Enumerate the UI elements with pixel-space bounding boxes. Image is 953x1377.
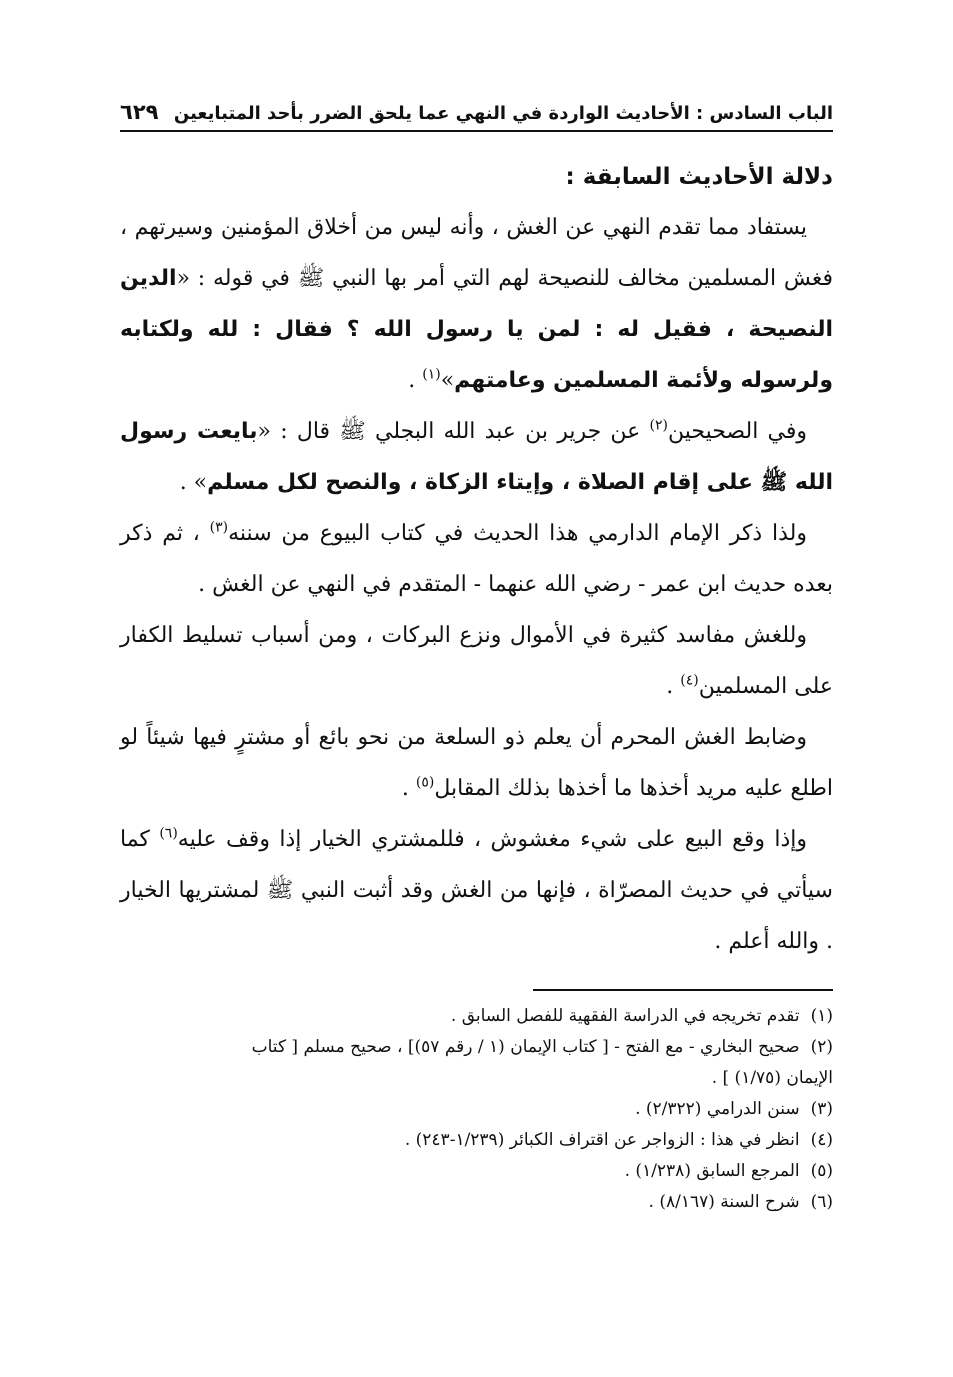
footnote-ref: (١) [422, 366, 441, 383]
hadith-quote: الدين النصيحة ، فقيل له : لمن يا رسول الله ؟ فقال : لله ولكتابه ولرسوله ولأئمة المسلمين وعامتهم [120, 266, 833, 393]
paragraph-3: ولذا ذكر الإمام الدارمي هذا الحديث في كتاب البيوع من سننه$^{(٣)}$ ، ثم ذكر بعده حديث ابن عمر - رضي الله عنهما - المتقدم في النهي عن الغش . [120, 519, 833, 597]
section-heading: دلالة الأحاديث السابقة : [565, 164, 833, 190]
paragraph-2: وفي الصحيحين$^{(٢)}$ عن جرير بن عبد الله البجلي ﷺ قال : «بايعت رسول الله ﷺ على إقام الصلاة ، وإيتاء الزكاة ، والنصح لكل مسلم» . [120, 417, 833, 495]
footnote-divider [533, 989, 833, 991]
footnote-ref: (٣) [209, 519, 229, 536]
header-title: الباب السادس : الأحاديث الواردة في النهي عما يلحق الضرر بأحد المتبايعين [173, 103, 833, 124]
footnote-ref: (٢) [649, 417, 668, 434]
book-page [120, 88, 833, 1218]
footnote-6: (٦) شرح السنة (٨/١٦٧) . [648, 1192, 833, 1212]
paragraph-1: يستفاد مما تقدم النهي عن الغش ، وأنه ليس من أخلاق المؤمنين وسيرتهم ، فغش المسلمين مخالف للنصيحة لهم التي أمر بها النبي ﷺ في قوله : «الدين النصيحة ، فقيل له : لمن يا رسول الله ؟ فقال : لله ولكتابه ولرسوله ولأئمة المسلمين وعامتهم»$^{(١)}$ . [120, 215, 833, 393]
footnote-ref: (٥) [415, 774, 435, 791]
paragraph-4: وللغش مفاسد كثيرة في الأموال ونزع البركات ، ومن أسباب تسليط الكفار على المسلمين$^{(٤)}$ . [120, 623, 833, 699]
running-header [120, 88, 833, 132]
footnote-1: (١) تقدم تخريجه في الدراسة الفقهية للفصل السابق . [450, 1006, 833, 1026]
footnote-4: (٤) انظر في هذا : الزواجر عن اقتراف الكبائر (١/٢٣٩-٢٤٣) . [404, 1130, 833, 1150]
paragraph-5: وضابط الغش المحرم أن يعلم ذو السلعة من نحو بائع أو مشترٍ فيها شيئاً لو اطلع عليه مريد أخذها ما أخذها بذلك المقابل$^{(٥)}$ . [120, 725, 833, 801]
footnote-2-continued: الإيمان (١/٧٥) ] . [711, 1068, 833, 1088]
footnote-2: (٢) صحيح البخاري - مع الفتح - [ كتاب الإيمان (١ / رقم ٥٧)] ، صحيح مسلم [ كتاب [251, 1037, 833, 1057]
page-number: ٦٢٩ [120, 100, 159, 124]
hadith-quote: بايعت رسول الله ﷺ على إقام الصلاة ، وإيتاء الزكاة ، والنصح لكل مسلم [120, 419, 833, 495]
footnote-5: (٥) المرجع السابق (١/٢٣٨) . [624, 1161, 833, 1181]
footnotes [120, 1001, 833, 1218]
paragraph-6: وإذا وقع البيع على شيء مغشوش ، فللمشتري الخيار إذا وقف عليه$^{(٦)}$ كما سيأتي في حديث المصرّاة ، فإنها من الغش وقد أثبت النبي ﷺ لمشتريها الخيار . والله أعلم . [120, 825, 833, 954]
main-text [120, 152, 833, 967]
footnote-3: (٣) سنن الدرامي (٢/٣٢٢) . [635, 1099, 833, 1119]
footnote-ref: (٦) [159, 825, 178, 842]
footnote-ref: (٤) [680, 672, 699, 689]
